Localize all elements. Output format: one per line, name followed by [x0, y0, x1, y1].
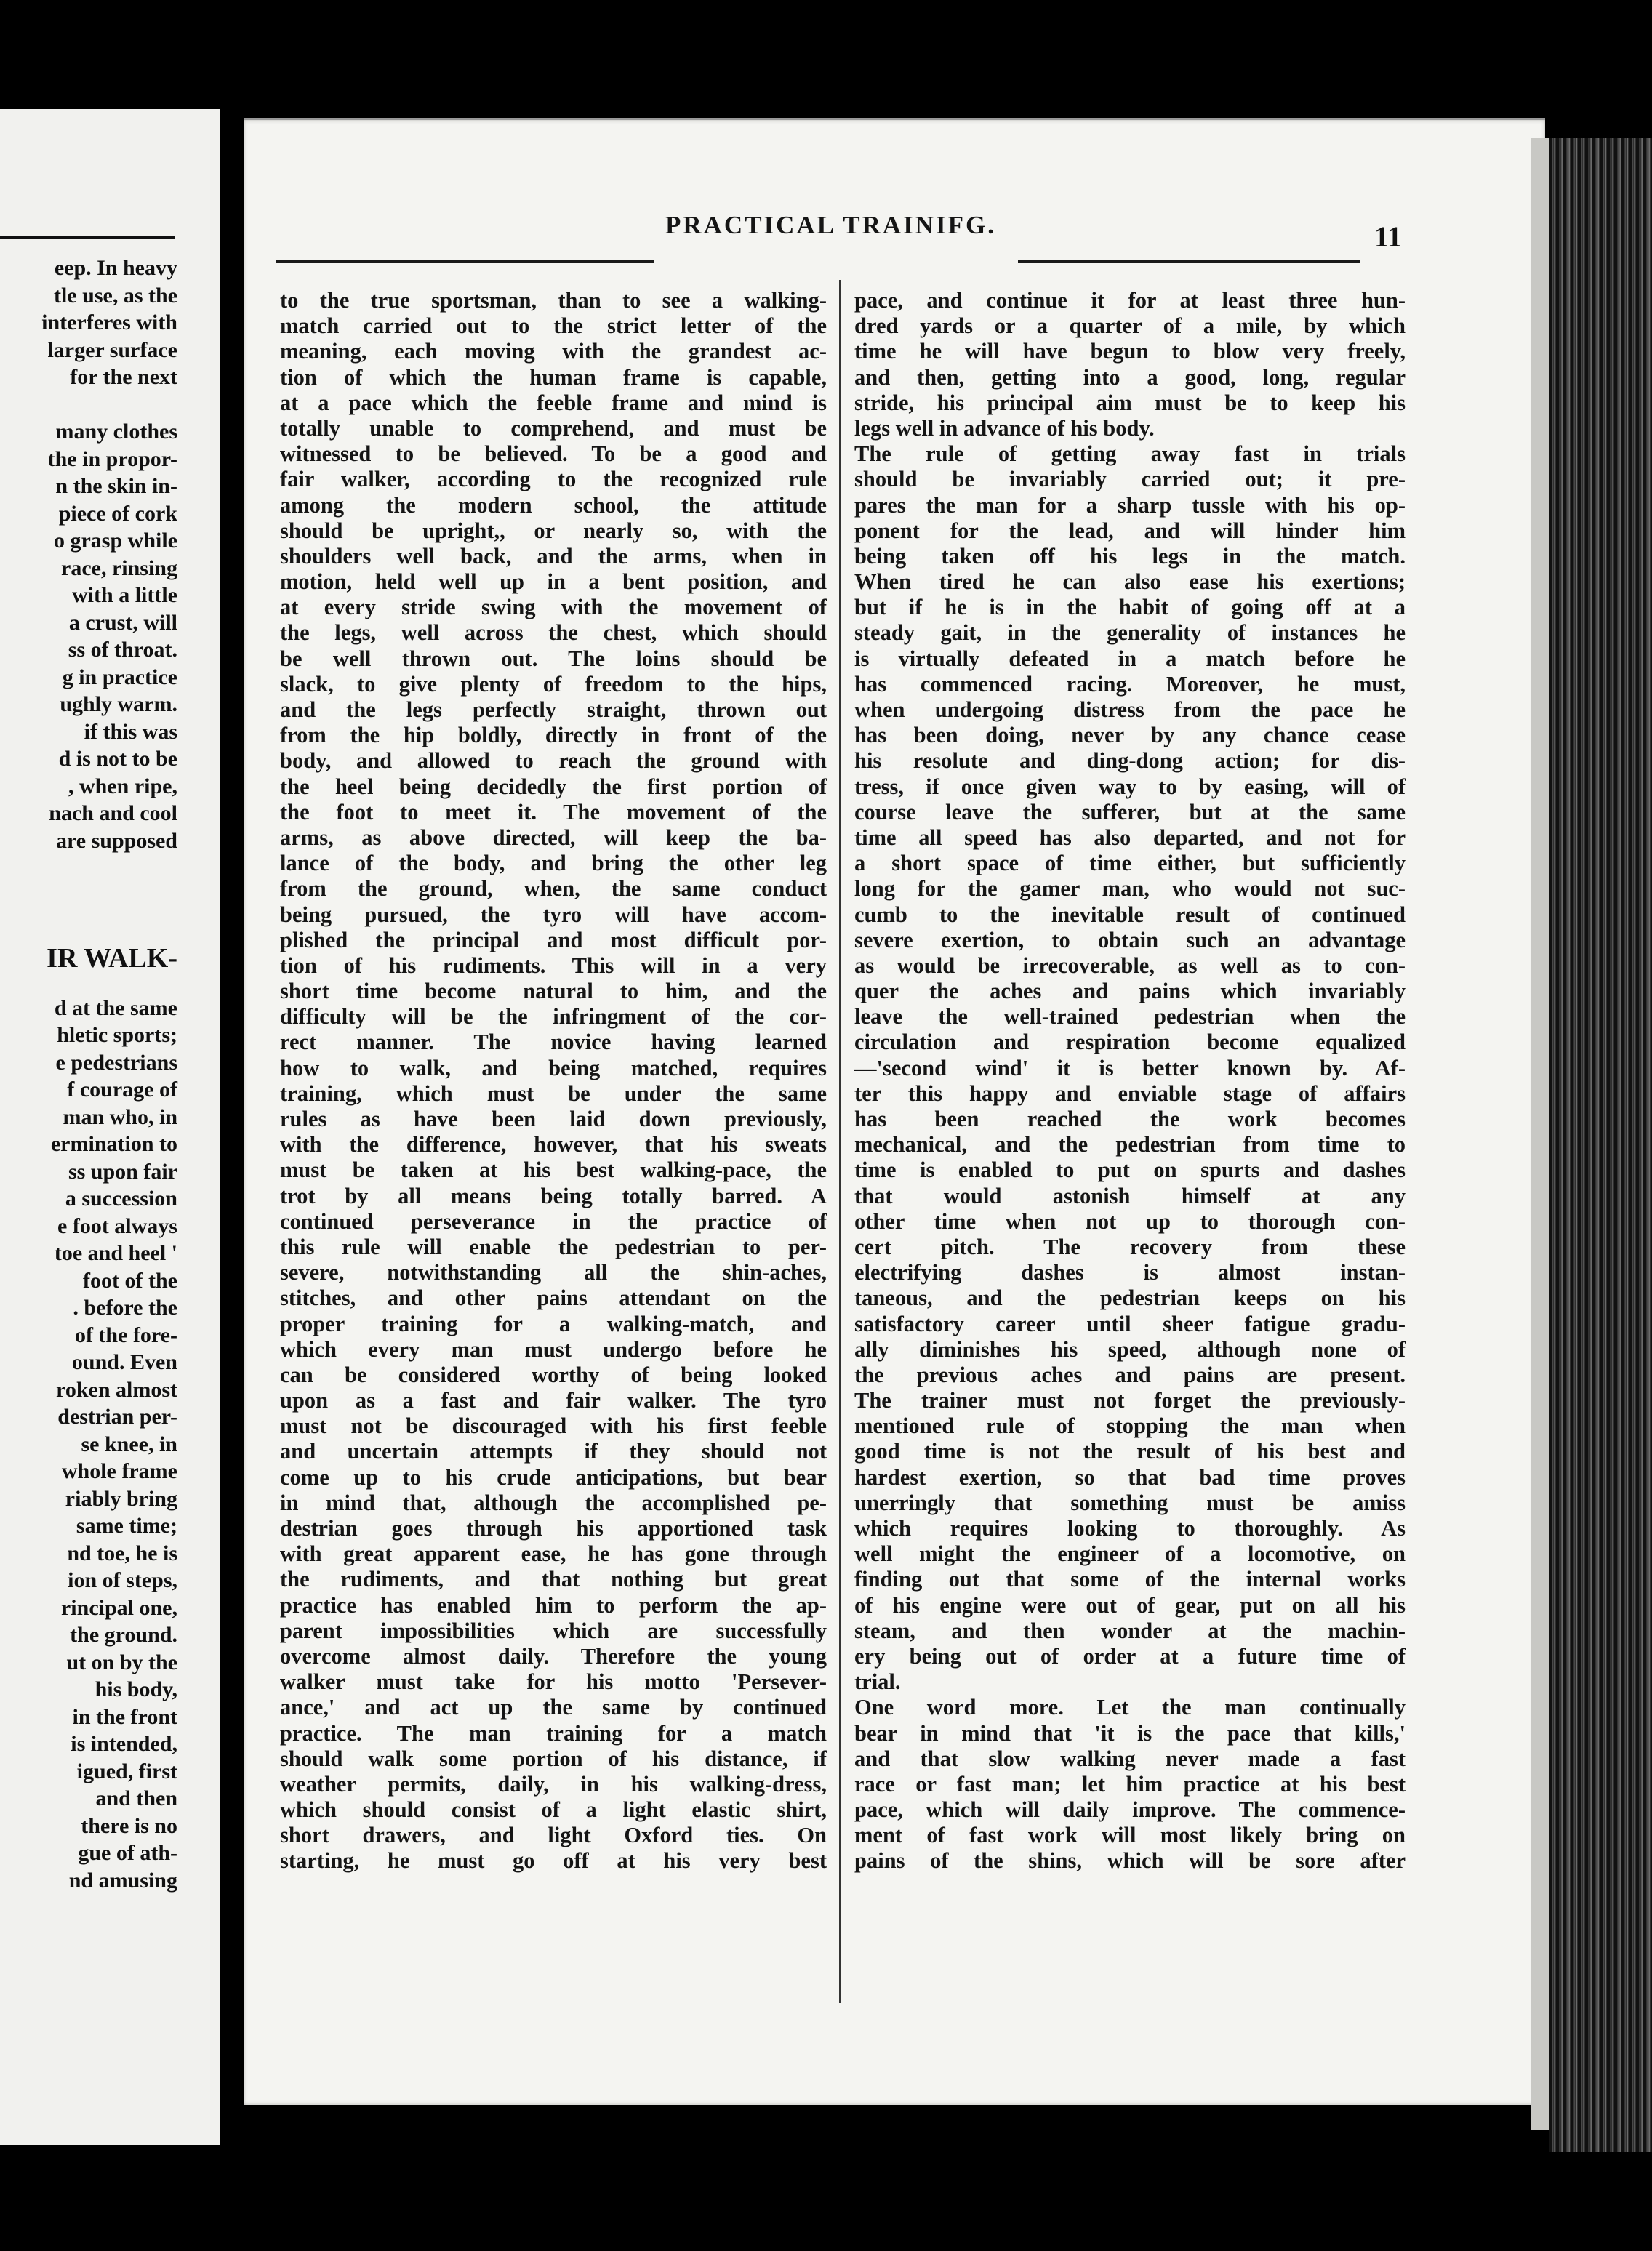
text-line: dred yards or a quarter of a mile, by which	[854, 313, 1406, 339]
fragment-line: race, rinsing	[61, 555, 177, 580]
text-line: and uncertain attempts if they should not	[280, 1439, 827, 1464]
fragment-line: a succession	[65, 1187, 177, 1211]
text-line: proper training for a walking-match, and	[280, 1311, 827, 1336]
text-line: practice. The man training for a match	[280, 1720, 827, 1746]
fragment-line: the ground.	[70, 1623, 177, 1647]
text-line: bear in mind that 'it is the pace that kills,'	[854, 1720, 1406, 1746]
text-line: leave the well-trained pedestrian when the	[854, 1004, 1406, 1030]
fragment-line: man who, in	[63, 1104, 177, 1129]
text-line: which requires looking to thoroughly. As	[854, 1516, 1406, 1541]
header-rule-left	[276, 260, 654, 263]
text-line: and that slow walking never made a fast	[854, 1746, 1406, 1771]
text-line: totally unable to comprehend, and must be	[280, 415, 827, 441]
text-line: is virtually defeated in a match before he	[854, 646, 1406, 671]
text-line: well might the engineer of a locomotive, on	[854, 1541, 1406, 1567]
text-line: rect manner. The novice having learned	[280, 1030, 827, 1055]
text-line: match carried out to the strict letter of the	[280, 313, 827, 339]
text-line: and the legs perfectly straight, thrown out	[280, 697, 827, 722]
fragment-line: and then	[95, 1786, 177, 1810]
text-line: tion of which the human frame is capable,	[280, 364, 827, 390]
fragment-line: o grasp while	[53, 529, 177, 553]
fragment-line: tle use, as the	[54, 283, 177, 308]
text-line: difficulty will be the infringment of the cor-	[280, 1004, 827, 1030]
text-line: should be invariably carried out; it pre-	[854, 467, 1406, 492]
fragment-line: e foot always	[57, 1213, 177, 1238]
text-line: One word more. Let the man continually	[854, 1695, 1406, 1720]
text-line: taneous, and the pedestrian keeps on his	[854, 1285, 1406, 1311]
fragment-line: . before the	[73, 1296, 177, 1320]
fragment-line: with a little	[72, 583, 177, 607]
text-line: course leave the sufferer, but at the same	[854, 799, 1406, 824]
text-line: plished the principal and most difficult por-	[280, 927, 827, 952]
text-line: the rudiments, and that nothing but great	[280, 1567, 827, 1592]
fragment-line: nd toe, he is	[67, 1541, 177, 1565]
fragment-line: toe and heel '	[54, 1241, 177, 1265]
text-line: When tired he can also ease his exertions;	[854, 569, 1406, 595]
previous-page-text	[0, 254, 177, 1894]
text-line: practice has enabled him to perform the ap-	[280, 1592, 827, 1618]
text-line: starting, he must go off at his very best	[280, 1848, 827, 1874]
text-line: stride, his principal aim must be to keep his	[854, 390, 1406, 415]
text-line: be well thrown out. The loins should be	[280, 646, 827, 671]
previous-page-fragment	[0, 109, 220, 2145]
text-line: that would astonish himself at any	[854, 1183, 1406, 1208]
text-line: ery being out of order at a future time of	[854, 1643, 1406, 1669]
fragment-line: n the skin in-	[55, 474, 177, 498]
fragment-spacer	[0, 909, 177, 936]
text-line: unerringly that something must be amiss	[854, 1490, 1406, 1515]
text-line: finding out that some of the internal works	[854, 1567, 1406, 1592]
fragment-line: foot of the	[83, 1268, 177, 1293]
text-line: tress, if once given way to by easing, will of	[854, 774, 1406, 799]
text-line: at every stride swing with the movement of	[280, 595, 827, 620]
text-line: cumb to the inevitable result of continued	[854, 902, 1406, 927]
text-line: when undergoing distress from the pace he	[854, 697, 1406, 722]
text-line: continued perseverance in the practice of	[280, 1208, 827, 1234]
fragment-line: for the next	[70, 365, 177, 389]
fragment-spacer	[0, 882, 177, 910]
fragment-line: d is not to be	[58, 747, 177, 771]
text-line: should be upright,, or nearly so, with the	[280, 518, 827, 543]
fragment-heading: IR WALK-	[47, 942, 177, 974]
text-line: of his engine were out of gear, put on all his	[854, 1592, 1406, 1618]
text-line: with great apparent ease, he has gone through	[280, 1541, 827, 1567]
text-line: ponent for the lead, and will hinder him	[854, 518, 1406, 543]
fragment-line: se knee, in	[81, 1432, 177, 1456]
header-rule-right	[1018, 260, 1360, 263]
text-line: pace, and continue it for at least three hun-	[854, 288, 1406, 313]
text-line: The rule of getting away fast in trials	[854, 441, 1406, 467]
text-line: this rule will enable the pedestrian to per-	[280, 1234, 827, 1259]
text-line: race or fast man; let him practice at his best	[854, 1771, 1406, 1797]
text-line: at a pace which the feeble frame and mind is	[280, 390, 827, 415]
fragment-line: roken almost	[56, 1377, 177, 1402]
text-line: but if he is in the habit of going off at a	[854, 595, 1406, 620]
text-line: mentioned rule of stopping the man when	[854, 1413, 1406, 1439]
text-line: the previous aches and pains are present.	[854, 1362, 1406, 1387]
fragment-line: igued, first	[76, 1759, 177, 1783]
text-line: among the modern school, the attitude	[280, 492, 827, 518]
text-line: trot by all means being totally barred. A	[280, 1183, 827, 1208]
text-line: arms, as above directed, will keep the ba-	[280, 824, 827, 850]
fragment-line: ss upon fair	[68, 1159, 177, 1184]
text-line: as would be irrecoverable, as well as to con-	[854, 952, 1406, 978]
fragment-line	[0, 391, 177, 419]
text-line: tion of his rudiments. This will in a very	[280, 952, 827, 978]
text-line: time all speed has also departed, and not for	[854, 824, 1406, 850]
fragment-line: ughly warm.	[60, 692, 177, 716]
text-line: slack, to give plenty of freedom to the hips,	[280, 671, 827, 697]
text-line: severe exertion, to obtain such an advantage	[854, 927, 1406, 952]
running-header-title: PRACTICAL TRAINIFG.	[665, 211, 997, 239]
fragment-line: there is no	[81, 1813, 177, 1838]
text-line: being taken off his legs in the match.	[854, 543, 1406, 569]
text-line: mechanical, and the pedestrian from time to	[854, 1132, 1406, 1157]
text-line: pains of the shins, which will be sore after	[854, 1848, 1406, 1874]
text-line: rules as have been laid down previously,	[280, 1107, 827, 1131]
text-line: destrian goes through his apportioned task	[280, 1516, 827, 1541]
text-line: steady gait, in the generality of instances he	[854, 620, 1406, 646]
text-line: The trainer must not forget the previously-	[854, 1388, 1406, 1413]
text-line: lance of the body, and bring the other leg	[280, 851, 827, 876]
text-line: time is enabled to put on spurts and dashes	[854, 1157, 1406, 1183]
fragment-line: is intended,	[71, 1732, 177, 1756]
text-line: other time when not up to thorough con-	[854, 1208, 1406, 1234]
fragment-spacer	[0, 980, 177, 995]
text-line: in mind that, although the accomplished pe-	[280, 1490, 827, 1515]
text-line: has been reached the work becomes	[854, 1107, 1406, 1131]
text-line: body, and allowed to reach the ground with	[280, 748, 827, 774]
fragment-line: his body,	[95, 1677, 177, 1701]
fragment-line: hletic sports;	[57, 1023, 177, 1047]
text-line: can be considered worthy of being looked	[280, 1362, 827, 1387]
text-line: the heel being decidedly the first portion of	[280, 774, 827, 799]
text-line: circulation and respiration become equalized	[854, 1030, 1406, 1055]
text-line: severe, notwithstanding all the shin-aches,	[280, 1260, 827, 1285]
fragment-line: nd amusing	[68, 1868, 177, 1893]
fragment-line: interferes with	[41, 310, 177, 334]
text-line: has commenced racing. Moreover, he must,	[854, 671, 1406, 697]
fragment-line: ound. Even	[71, 1350, 177, 1374]
text-line: pace, which will daily improve. The commence-	[854, 1797, 1406, 1823]
page-number: 11	[1374, 220, 1402, 253]
fragment-line: f courage of	[67, 1078, 177, 1102]
text-line: stitches, and other pains attendant on the	[280, 1285, 827, 1311]
text-line: quer the aches and pains which invariably	[854, 979, 1406, 1004]
text-line: meaning, each moving with the grandest ac-	[280, 339, 827, 364]
text-line: walker must take for his motto 'Persever-	[280, 1669, 827, 1695]
text-line: short time become natural to him, and the	[280, 979, 827, 1004]
previous-page-rule	[0, 236, 175, 239]
text-line: and then, getting into a good, long, regular	[854, 364, 1406, 390]
text-line: shoulders well back, and the arms, when in	[280, 543, 827, 569]
text-column-right	[854, 288, 1406, 1874]
text-line: a short space of time either, but sufficiently	[854, 851, 1406, 876]
text-line: good time is not the result of his best and	[854, 1439, 1406, 1464]
text-line: from the hip boldly, directly in front of the	[280, 723, 827, 748]
text-line: fair walker, according to the recognized rule	[280, 467, 827, 492]
text-line: short drawers, and light Oxford ties. On	[280, 1823, 827, 1848]
fragment-line: d at the same	[54, 995, 177, 1020]
fragment-line: if this was	[84, 719, 177, 744]
text-line: trial.	[854, 1669, 901, 1695]
fragment-line: larger surface	[47, 337, 177, 362]
fragment-line: ermination to	[50, 1132, 177, 1156]
text-line: the foot to meet it. The movement of the	[280, 799, 827, 824]
text-line: has been doing, never by any chance cease	[854, 723, 1406, 748]
text-line: time he will have begun to blow very freely,	[854, 339, 1406, 364]
text-line: with the difference, however, that his sweats	[280, 1132, 827, 1157]
text-line: electrifying dashes is almost instan-	[854, 1260, 1406, 1285]
fragment-line: same time;	[76, 1514, 177, 1538]
fragment-spacer	[0, 854, 177, 882]
fragment-line: in the front	[72, 1704, 177, 1729]
text-line: parent impossibilities which are successfully	[280, 1618, 827, 1643]
fragment-line: , when ripe,	[68, 774, 177, 798]
text-line: which should consist of a light elastic shirt,	[280, 1797, 827, 1823]
text-line: weather permits, daily, in his walking-dress,	[280, 1771, 827, 1797]
fragment-line: g in practice	[62, 665, 177, 689]
text-line: overcome almost daily. Therefore the young	[280, 1643, 827, 1669]
fragment-line: ss of throat.	[68, 638, 177, 662]
text-line: satisfactory career until sheer fatigue gradu-	[854, 1311, 1406, 1336]
column-divider	[839, 280, 841, 2003]
text-line: motion, held well up in a bent position, and	[280, 569, 827, 595]
text-line: must be taken at his best walking-pace, the	[280, 1157, 827, 1183]
text-line: his resolute and ding-dong action; for dis-	[854, 748, 1406, 774]
text-line: legs well in advance of his body.	[854, 415, 1155, 441]
fragment-line: ut on by the	[66, 1650, 177, 1674]
text-line: ance,' and act up the same by continued	[280, 1695, 827, 1720]
fragment-line: destrian per-	[57, 1405, 177, 1429]
text-line: must not be discouraged with his first feeble	[280, 1413, 827, 1439]
fragment-line: ion of steps,	[68, 1568, 177, 1592]
fragment-line: of the fore-	[74, 1323, 177, 1347]
fragment-line: a crust, will	[68, 610, 177, 635]
fragment-line: the in propor-	[47, 446, 177, 471]
book-binding	[1549, 138, 1652, 2152]
page-edge	[1531, 138, 1551, 2130]
fragment-line: rincipal one,	[60, 1595, 177, 1620]
text-line: ter this happy and enviable stage of affairs	[854, 1080, 1406, 1106]
text-line: from the ground, when, the same conduct	[280, 876, 827, 902]
fragment-line: nach and cool	[49, 801, 177, 825]
text-line: steam, and then wonder at the machin-	[854, 1618, 1406, 1643]
text-line: pares the man for a sharp tussle with his op-	[854, 492, 1406, 518]
text-line: ally diminishes his speed, although none of	[854, 1336, 1406, 1362]
text-line: hardest exertion, so that bad time proves	[854, 1464, 1406, 1490]
text-line: ment of fast work will most likely bring on	[854, 1823, 1406, 1848]
text-line: long for the gamer man, who would not suc-	[854, 876, 1406, 902]
fragment-line: are supposed	[56, 828, 177, 853]
fragment-line: eep. In heavy	[54, 256, 177, 280]
text-line: to the true sportsman, than to see a walking-	[280, 288, 827, 313]
text-line: witnessed to be believed. To be a good and	[280, 441, 827, 467]
text-line: cert pitch. The recovery from these	[854, 1234, 1406, 1259]
text-line: should walk some portion of his distance, if	[280, 1746, 827, 1771]
text-line: upon as a fast and fair walker. The tyro	[280, 1388, 827, 1413]
text-line: how to walk, and being matched, requires	[280, 1055, 827, 1080]
fragment-line: whole frame	[61, 1459, 177, 1483]
fragment-line: piece of cork	[58, 501, 177, 526]
fragment-line: e pedestrians	[55, 1050, 177, 1075]
fragment-line: riably bring	[65, 1486, 177, 1511]
text-column-left	[280, 288, 827, 1874]
text-line: which every man must undergo before he	[280, 1336, 827, 1362]
text-line: come up to his crude anticipations, but bear	[280, 1464, 827, 1490]
text-line: —'second wind' it is better known by. Af-	[854, 1055, 1406, 1080]
text-line: training, which must be under the same	[280, 1080, 827, 1106]
text-line: being pursued, the tyro will have accom-	[280, 902, 827, 927]
fragment-line: many clothes	[55, 420, 177, 444]
text-line: the legs, well across the chest, which should	[280, 620, 827, 646]
fragment-line: gue of ath-	[78, 1841, 177, 1865]
